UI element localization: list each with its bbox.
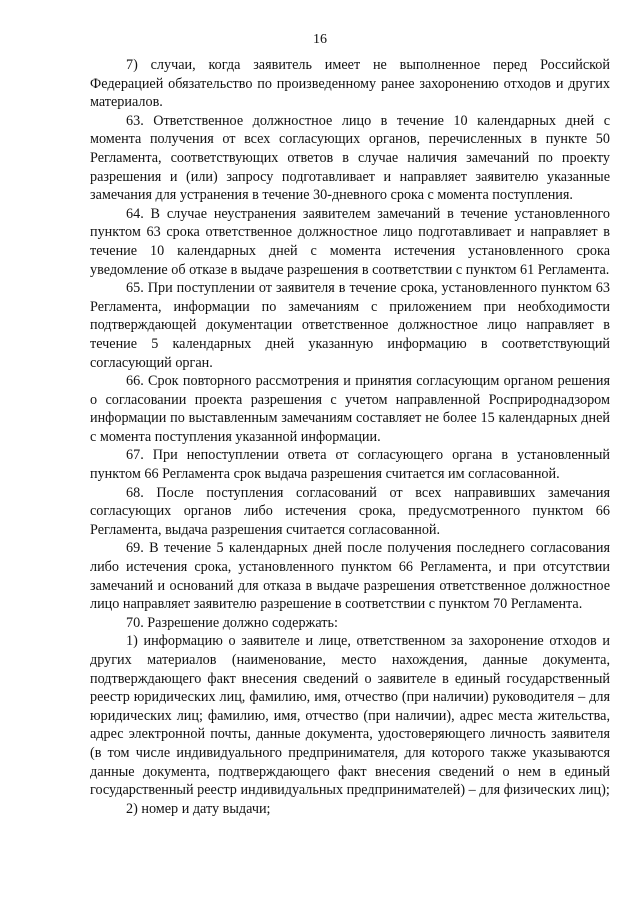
paragraph-63: 63. Ответственное должностное лицо в течение 10 календарных дней с момента получения от всех согласующих органов, перечисленных в пункте 50 Регламента, соответствующих ответов в случае наличия замечаний по проекту разрешения и (или) запросу подготавливает и направляет заявителю указанные замечания для устранения в течение 30-дневного срока с момента поступления.	[90, 112, 610, 204]
paragraph-68: 68. После поступления согласований от всех направивших замечания согласующих органов либо истечения срока, предусмотренного пунктом 66 Регламента, выдача разрешения считается согласованной.	[90, 484, 610, 538]
paragraph-64: 64. В случае неустранения заявителем замечаний в течение установленного пунктом 63 срока ответственное должностное лицо подготавливает и направляет в течение 10 календарных дней с момента истечения установленного срока уведомление об отказе в выдаче разрешения в соответствии с пунктом 61 Регламента.	[90, 205, 610, 278]
page-number: 16	[313, 32, 327, 47]
paragraph-item-7: 7) случаи, когда заявитель имеет не выполненное перед Российской Федерацией обязательство по произведенному ранее захоронению отходов и других материалов.	[90, 57, 610, 111]
paragraph-70-item-1: 1) информацию о заявителе и лице, ответственном за захоронение отходов и других материалов (наименование, место нахождения, данные документа, подтверждающего факт внесения сведений о заявителе в единый государственный реестр юридических лиц, фамилию, имя, отчество (при наличии) руководителя – для юридических лиц; фамилию, имя, отчество (при наличии), адрес места жительства, адрес электронной почты, данные документа, удостоверяющего личность заявителя (в том числе индивидуального предпринимателя, для которого также указываются данные документа, подтверждающего факт внесения сведений о нем в единый государственный реестр индивидуальных предпринимателей) – для физических лиц);	[90, 633, 610, 799]
paragraph-65: 65. При поступлении от заявителя в течение срока, установленного пунктом 63 Регламента, информации по замечаниям с приложением при необходимости подтверждающей документации ответственное должностное лицо направляет в течение 5 календарных дней указанную информацию в соответствующий согласующий орган.	[90, 280, 610, 371]
paragraph-70-item-2: 2) номер и дату выдачи;	[126, 800, 271, 817]
paragraph-67: 67. При непоступлении ответа от согласующего органа в установленный пунктом 66 Регламента срок выдача разрешения считается им согласованной.	[90, 447, 610, 483]
paragraph-70: 70. Разрешение должно содержать:	[126, 614, 338, 631]
document-body	[90, 56, 610, 818]
paragraph-66: 66. Срок повторного рассмотрения и принятия согласующим органом решения о согласовании проекта разрешения с учетом направленной Росприроднадзором информации по выставленным замечаниям составляет не более 15 календарных дней с момента поступления указанной информации.	[90, 373, 610, 445]
paragraph-69: 69. В течение 5 календарных дней после получения последнего согласования либо истечения срока, установленного пунктом 66 Регламента, и при отсутствии замечаний и оснований для отказа в выдаче разрешения ответственное должностное лицо направляет заявителю разрешение в соответствии с пунктом 70 Регламента.	[90, 540, 610, 613]
